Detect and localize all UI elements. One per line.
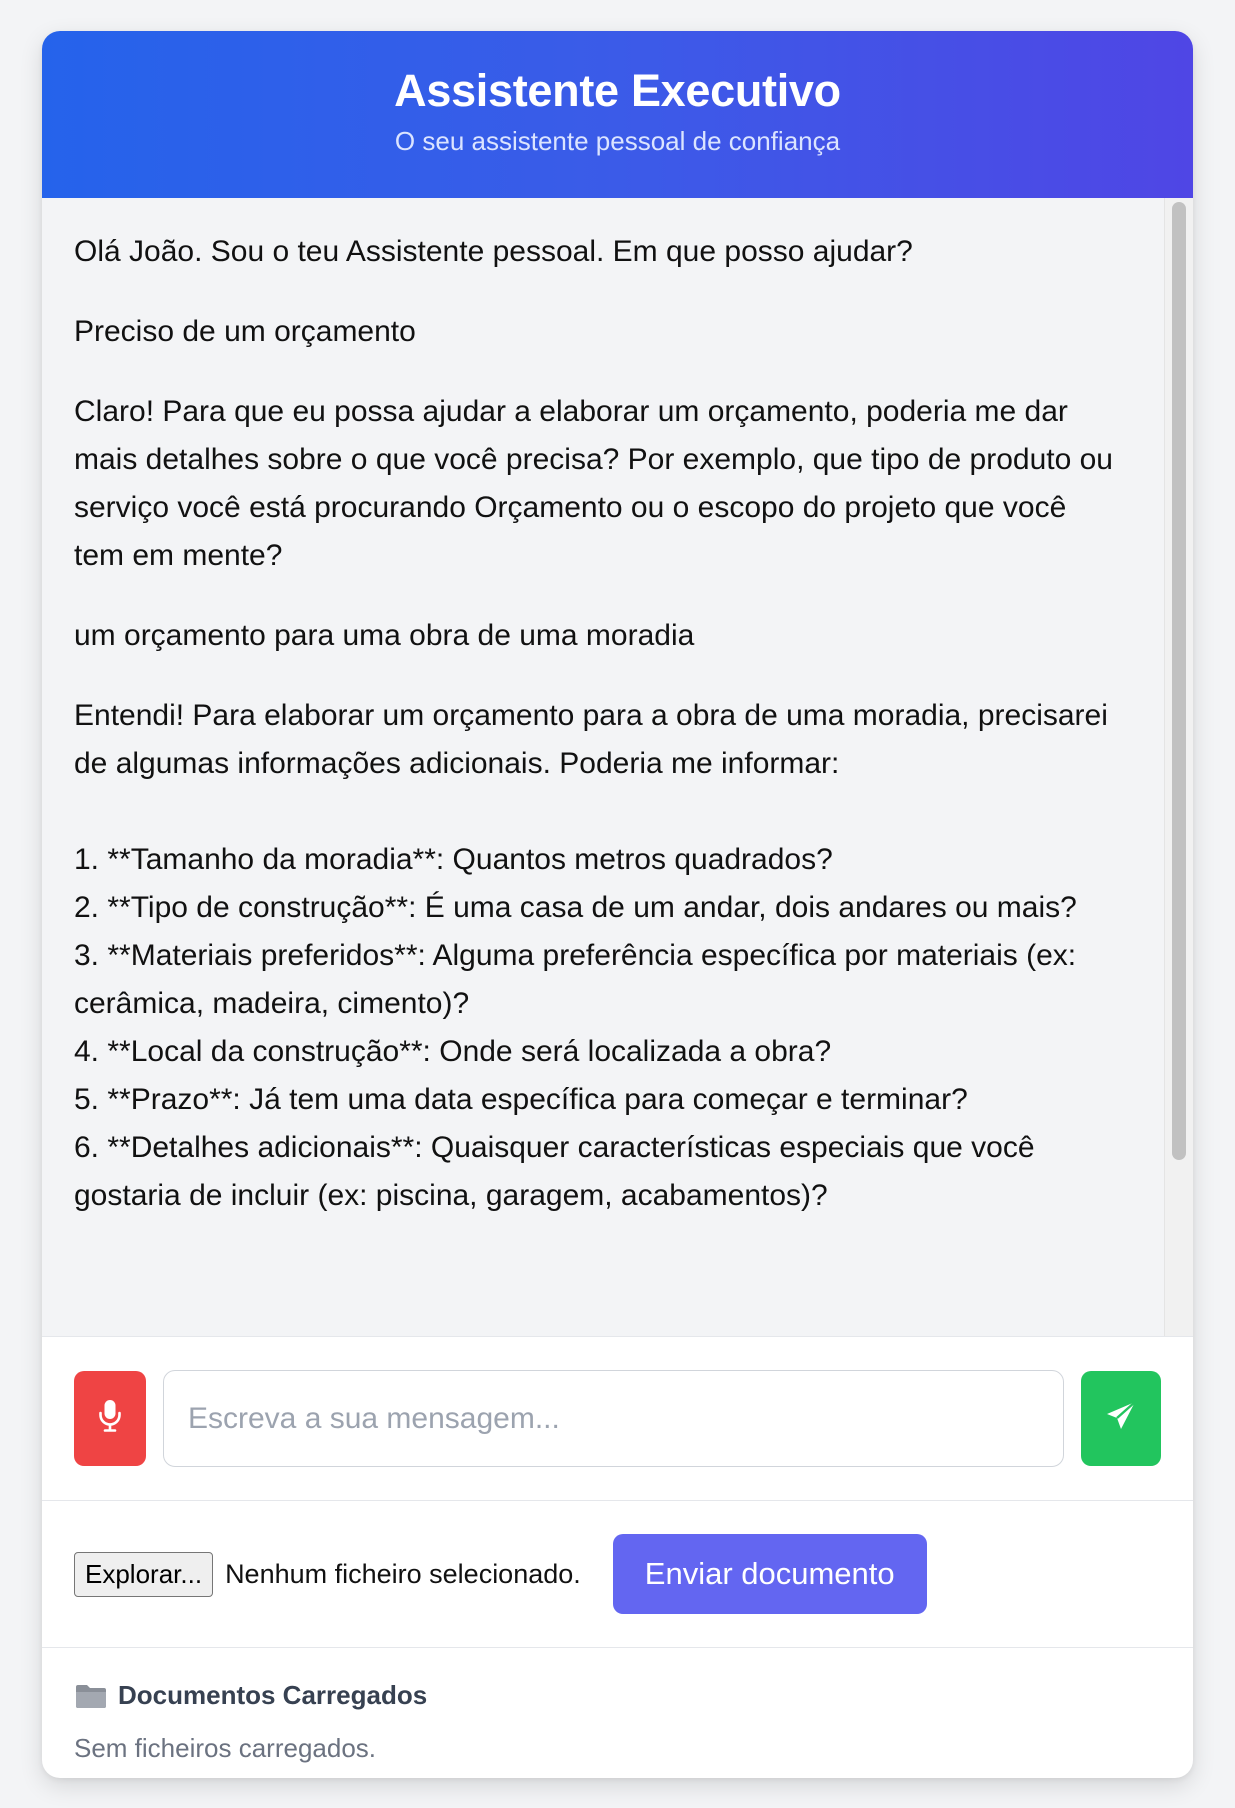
microphone-button[interactable]: [74, 1371, 146, 1466]
app-title: Assistente Executivo: [394, 65, 841, 116]
file-selection-status: Nenhum ficheiro selecionado.: [225, 1558, 581, 1589]
chat-scrollbar[interactable]: [1164, 198, 1193, 1336]
chat-app-window: [42, 31, 1193, 1778]
assistant-message: Olá João. Sou o teu Assistente pessoal. Em que posso ajudar?: [74, 235, 913, 268]
assistant-message: Claro! Para que eu possa ajudar a elaborar um orçamento, poderia me dar mais detalhes sobre o que você precisa? Por exemplo, que tipo de produto ou serviço você está procurando Orçamento ou o escopo do projeto que você tem em mente?: [74, 395, 1122, 572]
microphone-icon: [98, 1399, 122, 1438]
documents-title: Documentos Carregados: [118, 1680, 428, 1710]
user-message: um orçamento para uma obra de uma moradia: [74, 619, 695, 652]
documents-empty-text: Sem ficheiros carregados.: [74, 1733, 377, 1763]
folder-icon: [74, 1682, 108, 1710]
chat-messages: [42, 198, 1193, 1336]
user-message: Preciso de um orçamento: [74, 315, 416, 348]
message-composer: [42, 1336, 1193, 1501]
send-document-button[interactable]: Enviar documento: [613, 1534, 927, 1614]
chat-scrollbar-thumb[interactable]: [1172, 202, 1186, 1160]
document-upload: [42, 1501, 1193, 1648]
uploaded-documents: [42, 1648, 1193, 1764]
paper-plane-icon: [1104, 1399, 1138, 1438]
app-subtitle: O seu assistente pessoal de confiança: [394, 126, 841, 157]
assistant-message: Entendi! Para elaborar um orçamento para a obra de uma moradia, precisarei de algumas informações adicionais. Poderia me informar: 1. **Tamanho da moradia**: Quantos metros quadrados? 2. **Tipo de construção**: É uma casa de um andar, dois andares ou mais? 3. **Materiais preferidos**: Alguma preferência específica por materiais (ex: cerâmica, madeira, cimento)? 4. **Local da construção**: Onde será localizada a obra? 5. **Prazo**: Já tem uma data específica para começar e terminar? 6. **Detalhes adicionais**: Quaisquer características especiais que você gostaria de incluir (ex: piscina, garagem, acabamentos)?: [74, 699, 1108, 1212]
message-input[interactable]: [163, 1370, 1064, 1467]
app-header: [42, 31, 1193, 198]
send-button[interactable]: [1081, 1371, 1161, 1466]
documents-heading: [74, 1680, 1161, 1711]
file-browse-button[interactable]: Explorar...: [74, 1552, 213, 1597]
